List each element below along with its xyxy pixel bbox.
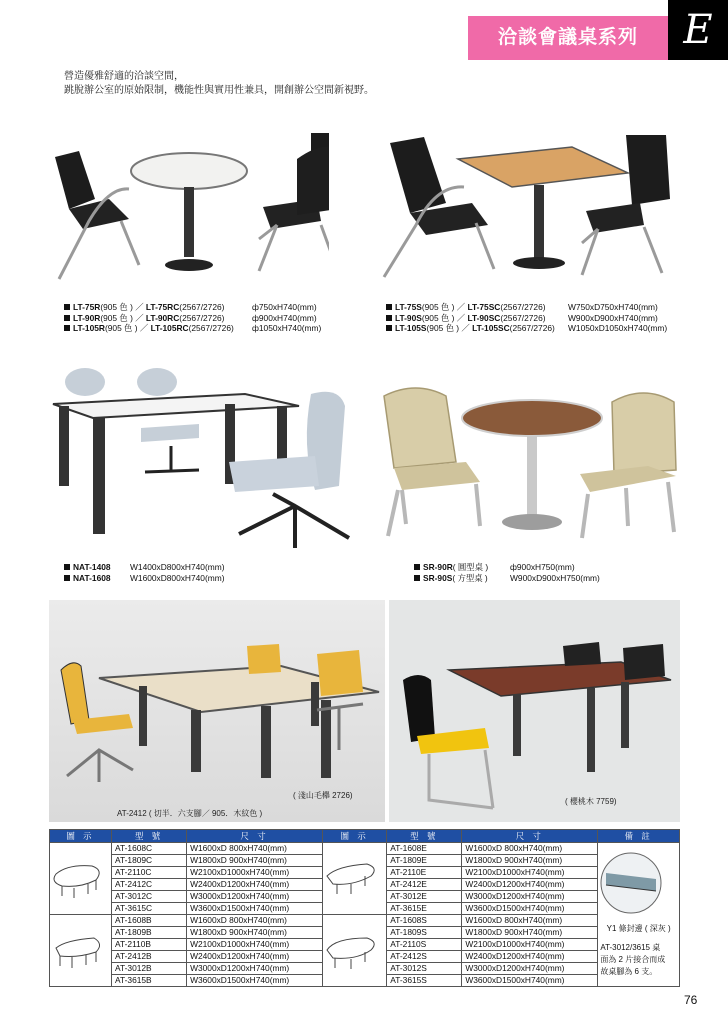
model-note: ( 方型桌 ) <box>452 572 488 583</box>
size-cell: W1800xD 900xH740(mm) <box>187 855 323 867</box>
model-suffix-alt: (2567/2726) <box>179 312 225 323</box>
size-cell: W2400xD1200xH740(mm) <box>462 951 598 963</box>
size-cell: W3600xD1500xH740(mm) <box>462 975 598 987</box>
model-name: LT-105S <box>395 323 427 333</box>
size-cell: W1800xD 900xH740(mm) <box>462 927 598 939</box>
model-cell: AT-2110B <box>112 939 187 951</box>
model-suffix-alt: (2567/2726) <box>500 312 546 323</box>
soft-rect-table-icon <box>323 926 379 976</box>
finish-label: ( 櫻桃木 7759) <box>565 797 617 806</box>
model-cell: AT-1809B <box>112 927 187 939</box>
size-cell: W3000xD1200xH740(mm) <box>187 963 323 975</box>
photo-sr-table-set <box>376 366 684 556</box>
caption-row <box>64 573 304 584</box>
model-cell: AT-1608C <box>112 843 187 855</box>
model-cell: AT-1608E <box>387 843 462 855</box>
model-suffix: (905 色 ) ／ <box>104 323 151 333</box>
model-name-alt: LT-105SC <box>472 323 510 333</box>
spec-table <box>49 829 680 987</box>
section-title: 洽談會議桌系列 <box>468 16 668 60</box>
icon-cell <box>323 915 387 987</box>
icon-cell <box>323 843 387 915</box>
model-cell: AT-3012B <box>112 963 187 975</box>
intro-line-1: 營造優雅舒適的洽談空間， <box>64 71 184 82</box>
model-name: SR-90S <box>423 572 453 583</box>
dimension: W900xD900xH740(mm) <box>568 312 658 323</box>
model-cell: AT-2412C <box>112 879 187 891</box>
model-name: LT-75R <box>73 302 101 312</box>
section-header <box>468 0 728 60</box>
photo-round-table-set <box>49 129 329 289</box>
page-number: 76 <box>684 993 698 1007</box>
model-cell: AT-2110S <box>387 939 462 951</box>
model-cell: AT-1809E <box>387 855 462 867</box>
table-row <box>50 843 680 855</box>
model-suffix-alt: (2567/2726) <box>500 302 546 312</box>
caption-row <box>64 302 364 313</box>
dimension: W1050xD1050xH740(mm) <box>568 323 668 333</box>
table-header-row <box>50 830 680 843</box>
model-suffix: (905 色 ) ／ <box>421 312 468 323</box>
model-cell: AT-3615B <box>112 975 187 987</box>
caption-row <box>64 562 304 573</box>
table-row <box>50 915 680 927</box>
caption-sr-tables <box>414 562 674 584</box>
size-cell: W3600xD1500xH740(mm) <box>187 903 323 915</box>
photo-square-table-set <box>376 129 684 289</box>
col-size: 尺 寸 <box>187 830 323 843</box>
note-line-1: AT-3012/3615 桌 <box>600 943 661 952</box>
model-cell: AT-3012C <box>112 891 187 903</box>
model-cell: AT-3615E <box>387 903 462 915</box>
caption-row <box>64 313 364 324</box>
size-cell: W2400xD1200xH740(mm) <box>462 879 598 891</box>
col-size-2: 尺 寸 <box>462 830 598 843</box>
caption-square-tables <box>386 302 686 334</box>
size-cell: W1800xD 900xH740(mm) <box>187 927 323 939</box>
model-cell: AT-1608B <box>112 915 187 927</box>
dimension: ф1050xH740(mm) <box>252 323 322 333</box>
caption-row <box>414 573 674 584</box>
dimension: ф900xH740(mm) <box>252 312 317 323</box>
model-name: LT-90S <box>395 312 422 323</box>
model-cell: AT-3615S <box>387 975 462 987</box>
model-cell: AT-2110E <box>387 867 462 879</box>
col-model-2: 型 號 <box>387 830 462 843</box>
caption-row <box>386 313 686 324</box>
intro-text <box>64 70 374 98</box>
note-line-3: 故桌腳為 6 支。 <box>600 967 658 976</box>
icon-cell <box>50 915 112 987</box>
caption-row <box>414 562 674 573</box>
dimension: W1600xD800xH740(mm) <box>130 572 225 583</box>
col-note: 備 註 <box>598 830 680 843</box>
dimension: W1400xD800xH740(mm) <box>130 562 225 572</box>
dimension: ф750xH740(mm) <box>252 302 317 312</box>
icon-cell <box>50 843 112 915</box>
caption-row <box>386 323 686 334</box>
photo-rect-table-set <box>49 366 359 556</box>
size-cell: W3000xD1200xH740(mm) <box>462 963 598 975</box>
caption-nat-tables <box>64 562 304 584</box>
model-suffix-alt: (2567/2726) <box>179 302 225 312</box>
barrel-table-icon <box>50 926 106 976</box>
model-name-alt: LT-90SC <box>467 312 501 323</box>
size-cell: W2100xD1000xH740(mm) <box>187 939 323 951</box>
col-model: 型 號 <box>112 830 187 843</box>
size-cell: W3000xD1200xH740(mm) <box>462 891 598 903</box>
model-cell: AT-2110C <box>112 867 187 879</box>
dimension: ф900xH750(mm) <box>510 562 575 572</box>
size-cell: W2400xD1200xH740(mm) <box>187 951 323 963</box>
model-suffix-alt: (2567/2726) <box>188 323 234 333</box>
caption-round-tables <box>64 302 364 334</box>
size-cell: W2400xD1200xH740(mm) <box>187 879 323 891</box>
model-cell: AT-3012S <box>387 963 462 975</box>
edge-detail-icon <box>600 847 662 919</box>
size-cell: W1600xD 800xH740(mm) <box>462 843 598 855</box>
caption-row <box>386 302 686 313</box>
note-cell <box>598 843 680 987</box>
edge-label: Y1 條封邊 ( 深灰 ) <box>606 924 671 933</box>
section-letter: E <box>668 0 728 60</box>
model-name-alt: LT-105RC <box>150 323 189 333</box>
size-cell: W1600xD 800xH740(mm) <box>187 915 323 927</box>
model-name: NAT-1408 <box>73 562 111 572</box>
photo-caption: AT-2412 ( 切半．六支腳／ 905．木紋色 ) <box>117 809 263 818</box>
size-cell: W1600xD 800xH740(mm) <box>462 915 598 927</box>
model-cell: AT-1608S <box>387 915 462 927</box>
size-cell: W3600xD1500xH740(mm) <box>462 903 598 915</box>
model-suffix-alt: (2567/2726) <box>509 323 555 333</box>
model-cell: AT-2412B <box>112 951 187 963</box>
photo-conference-table-cherry <box>389 600 680 822</box>
model-cell: AT-1809S <box>387 927 462 939</box>
model-suffix: (905 色 ) ／ <box>100 302 146 312</box>
model-suffix: (905 色 ) ／ <box>421 302 468 312</box>
model-name-alt: LT-75SC <box>467 302 501 312</box>
model-name: LT-75S <box>395 302 422 312</box>
dimension: W900xD900xH750(mm) <box>510 572 600 583</box>
col-icon: 圖 示 <box>50 830 112 843</box>
oval-table-icon <box>50 854 106 904</box>
model-suffix: (905 色 ) ／ <box>100 312 146 323</box>
caption-row <box>64 323 364 334</box>
note-line-2: 面為 2 片接合而成 <box>600 955 666 964</box>
col-icon-2: 圖 示 <box>323 830 387 843</box>
size-cell: W1600xD 800xH740(mm) <box>187 843 323 855</box>
model-suffix: (905 色 ) ／ <box>426 323 473 333</box>
model-name: LT-105R <box>73 323 105 333</box>
model-cell: AT-2412E <box>387 879 462 891</box>
intro-line-2: 跳脫辦公室的原始限制，機能性與實用性兼具，開創辦公空間新視野。 <box>64 85 374 96</box>
size-cell: W2100xD1000xH740(mm) <box>462 939 598 951</box>
size-cell: W3600xD1500xH740(mm) <box>187 975 323 987</box>
finish-label: ( 淺山毛櫸 2726) <box>293 791 353 800</box>
size-cell: W3000xD1200xH740(mm) <box>187 891 323 903</box>
dimension: W750xD750xH740(mm) <box>568 302 658 312</box>
boat-table-icon <box>323 854 379 904</box>
model-name: SR-90R <box>423 562 453 572</box>
model-name-alt: LT-90RC <box>145 312 180 323</box>
model-name: NAT-1608 <box>73 572 111 583</box>
size-cell: W2100xD1000xH740(mm) <box>187 867 323 879</box>
size-cell: W2100xD1000xH740(mm) <box>462 867 598 879</box>
model-note: ( 圓型桌 ) <box>452 562 489 572</box>
model-cell: AT-1809C <box>112 855 187 867</box>
model-cell: AT-3012E <box>387 891 462 903</box>
model-name: LT-90R <box>73 312 101 323</box>
photo-conference-table-beech <box>49 600 385 822</box>
model-name-alt: LT-75RC <box>145 302 180 312</box>
model-cell: AT-2412S <box>387 951 462 963</box>
model-cell: AT-3615C <box>112 903 187 915</box>
size-cell: W1800xD 900xH740(mm) <box>462 855 598 867</box>
